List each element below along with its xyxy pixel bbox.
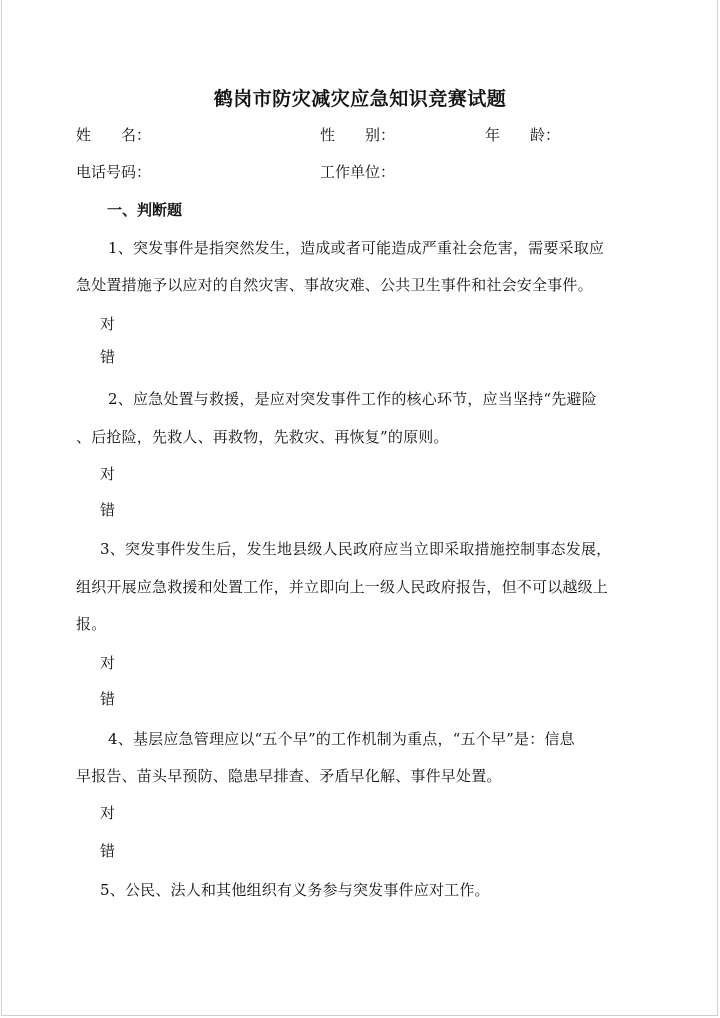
question-4-option-false: 错 (100, 842, 116, 860)
question-2-option-false: 错 (100, 501, 116, 519)
question-4-line-2: 早报告、苗头早预防、隐患早排查、矛盾早化解、事件早处置。 (76, 767, 502, 785)
question-1-line-1: 1、突发事件是指突然发生，造成或者可能造成严重社会危害，需要采取应 (108, 239, 605, 257)
name-label: 姓 名： (76, 126, 152, 144)
workplace-label: 工作单位： (320, 163, 396, 181)
question-3-option-true: 对 (100, 654, 116, 672)
question-4-line-1: 4、基层应急管理应以“五个早”的工作机制为重点，“五个早”是：信息 (108, 730, 575, 748)
question-5-line-1: 5、公民、法人和其他组织有义务参与突发事件应对工作。 (100, 881, 490, 899)
question-1-option-false: 错 (100, 348, 116, 366)
question-4-option-true: 对 (100, 804, 116, 822)
question-3-line-2: 组织开展应急救援和处置工作，并立即向上一级人民政府报告，但不可以越级上 (76, 578, 609, 596)
question-1-option-true: 对 (100, 315, 116, 333)
question-2-line-1: 2、应急处置与救援，是应对突发事件工作的核心环节，应当坚持“先避险 (108, 390, 597, 408)
question-2-line-2: 、后抢险，先救人、再救物，先救灾、再恢复”的原则。 (76, 428, 449, 446)
age-label: 年 龄： (485, 126, 561, 144)
gender-label: 性 别： (320, 126, 396, 144)
question-1-line-2: 急处置措施予以应对的自然灾害、事故灾难、公共卫生事件和社会安全事件。 (76, 276, 593, 294)
section-title: 一、判断题 (107, 201, 183, 219)
phone-label: 电话号码： (76, 163, 152, 181)
question-3-line-1: 3、突发事件发生后，发生地县级人民政府应当立即采取措施控制事态发展， (100, 540, 612, 558)
question-3-option-false: 错 (100, 690, 116, 708)
question-2-option-true: 对 (100, 465, 116, 483)
question-3-line-3: 报。 (76, 615, 107, 633)
document-title: 鹤岗市防灾减灾应急知识竞赛试题 (213, 88, 507, 110)
